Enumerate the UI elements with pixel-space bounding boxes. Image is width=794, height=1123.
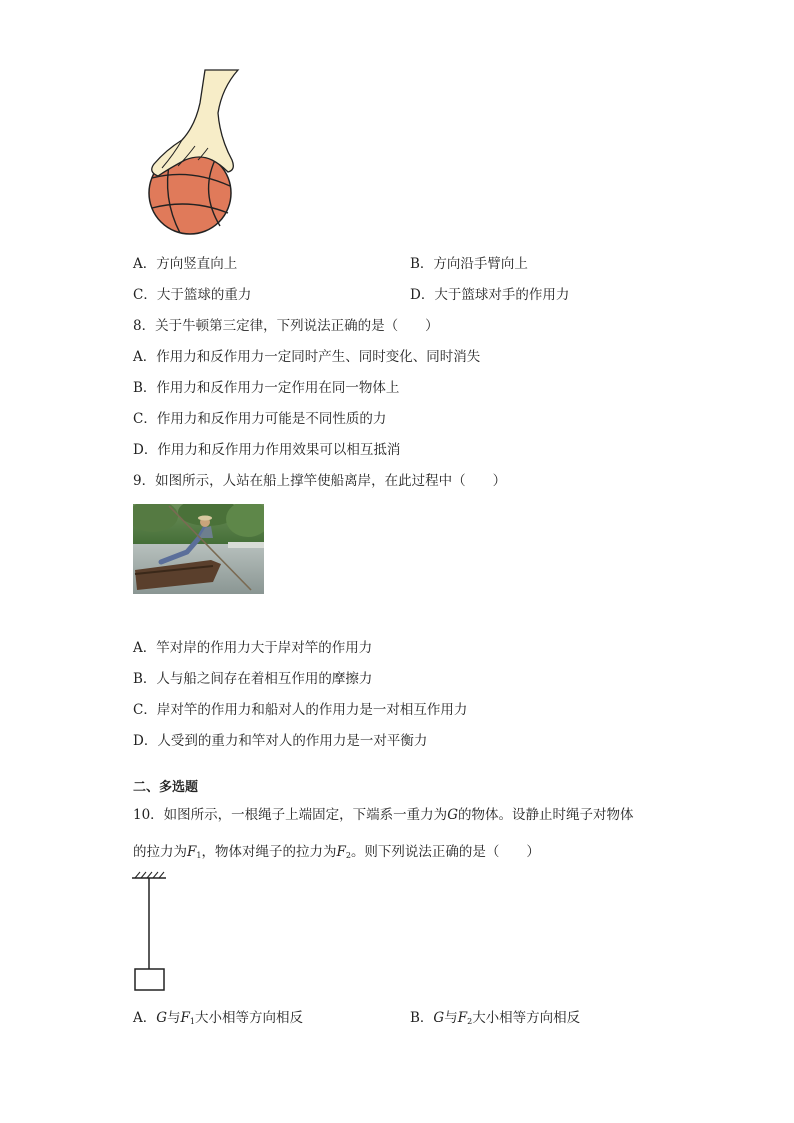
q7-option-c: C．大于篮球的重力 [133, 287, 252, 303]
q9-option-b: B．人与船之间存在着相互作用的摩擦力 [133, 671, 373, 687]
q8-option-d: D．作用力和反作用力作用效果可以相互抵消 [133, 442, 401, 458]
rope-weight-figure [130, 870, 175, 995]
q9-stem: 9．如图所示，人站在船上撑竿使船离岸，在此过程中（ ） [133, 473, 507, 489]
q9-option-a: A．竿对岸的作用力大于岸对竿的作用力 [133, 640, 373, 656]
q8-stem: 8．关于牛顿第三定律，下列说法正确的是（ ） [133, 318, 439, 334]
q9-option-c: C．岸对竿的作用力和船对人的作用力是一对相互作用力 [133, 702, 468, 718]
q8-option-a: A．作用力和反作用力一定同时产生、同时变化、同时消失 [133, 349, 481, 365]
q8-option-c: C．作用力和反作用力可能是不同性质的力 [133, 411, 387, 427]
boat-pole-photo [133, 504, 264, 594]
section-title-multiple-choice: 二、多选题 [133, 780, 199, 795]
q10-option-b: B．G与$F_2$大小相等方向相反 [410, 1010, 581, 1026]
q8-option-b: B．作用力和反作用力一定作用在同一物体上 [133, 380, 400, 396]
q7-option-d: D．大于篮球对手的作用力 [410, 287, 570, 303]
q10-option-a: A．G与$F_1$大小相等方向相反 [133, 1010, 304, 1026]
q10-stem-line1: 10．如图所示，一根绳子上端固定，下端系一重力为G的物体。设静止时绳子对物体 [133, 807, 634, 823]
q9-option-d: D．人受到的重力和竿对人的作用力是一对平衡力 [133, 733, 428, 749]
q7-option-a: A．方向竖直向上 [133, 256, 238, 272]
q7-option-b: B．方向沿手臂向上 [410, 256, 528, 272]
basketball-hand-figure [140, 68, 245, 236]
q10-stem-line2: 的拉力为$F_1$，物体对绳子的拉力为$F_2$。则下列说法正确的是（ ） [133, 844, 540, 860]
